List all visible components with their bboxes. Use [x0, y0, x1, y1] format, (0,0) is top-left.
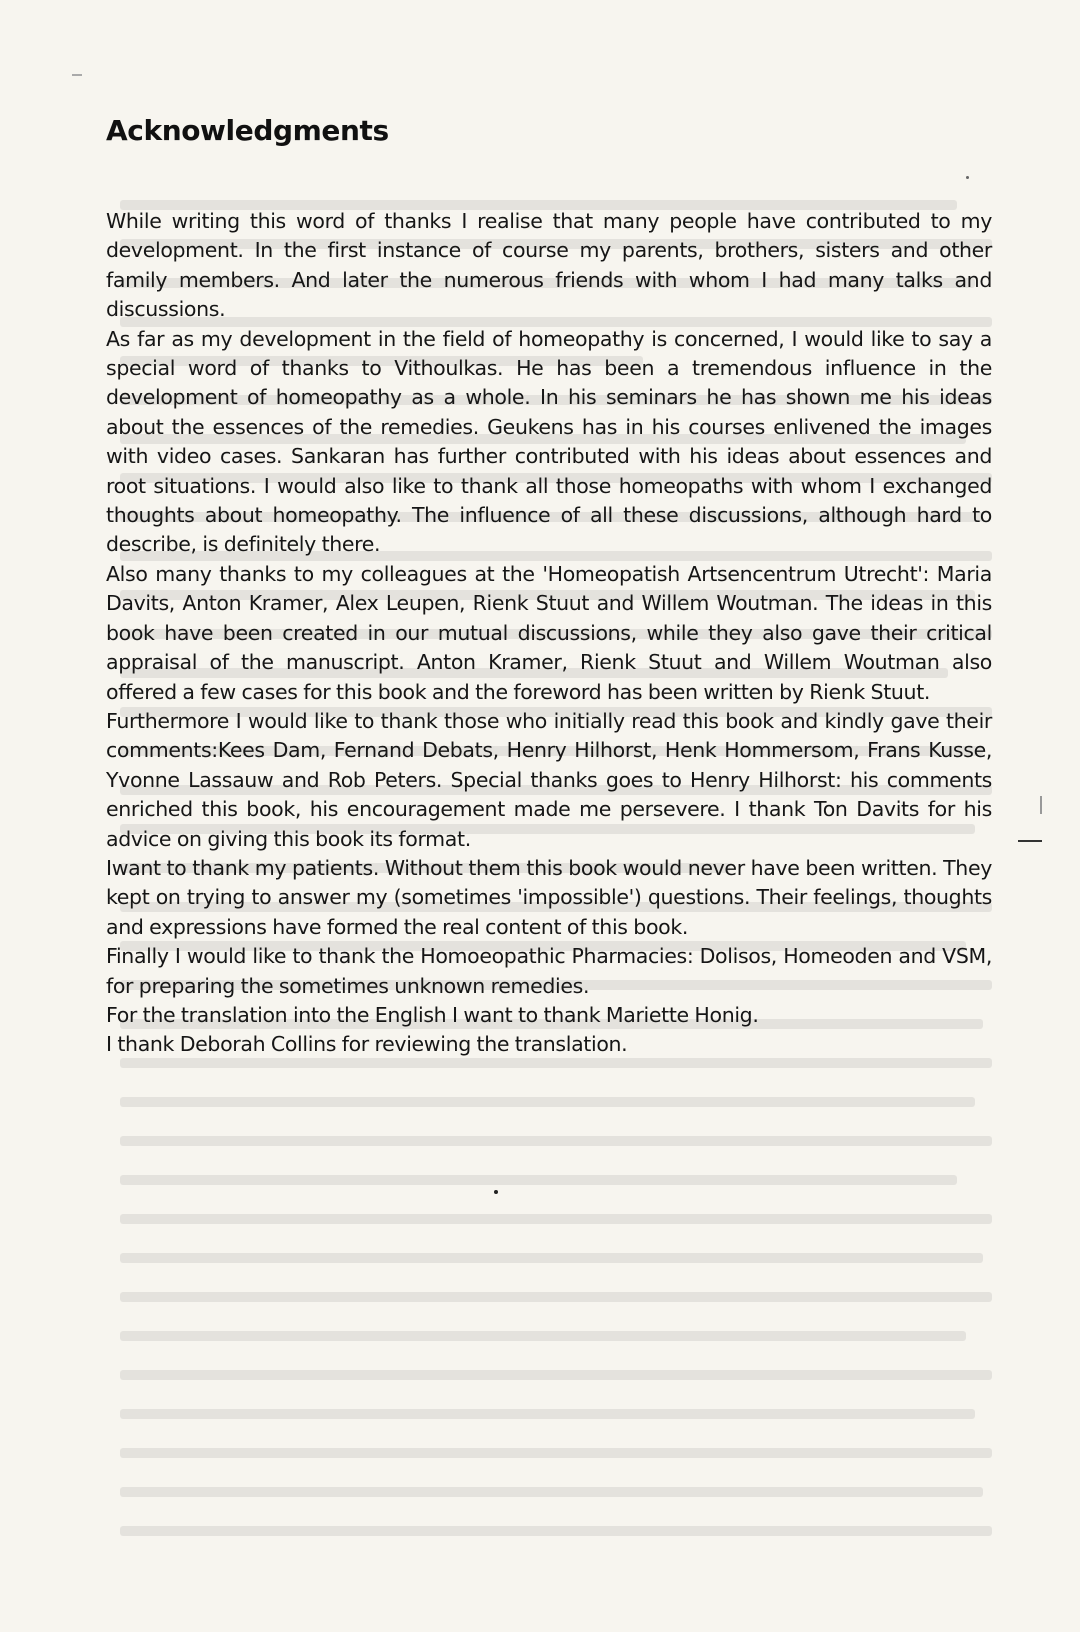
show-through-bar: [120, 1097, 975, 1107]
show-through-line: [120, 1331, 992, 1360]
show-through-line: [120, 1214, 992, 1243]
show-through-line: [120, 1136, 992, 1165]
show-through-line: [120, 1409, 992, 1438]
paper-speck: [72, 74, 82, 76]
paragraph: For the translation into the English I want to thank Mariette Honig.: [106, 1002, 759, 1027]
show-through-line: [120, 1058, 992, 1087]
show-through-line: [120, 1487, 992, 1516]
paragraph: While writing this word of thanks I realise that many people have contributed to my development. In the first instance of course my parents, brothers, sisters and other family members. And later the numerous friends with whom I had many talks and discussions.: [106, 209, 992, 322]
show-through-bar: [120, 1448, 992, 1458]
show-through-bar: [120, 1136, 992, 1146]
paragraph: Iwant to thank my patients. Without them this book would never have been written. They kept on trying to answer my (sometimes 'impossible') questions. Their feelings, thoughts and expressions have formed the real content of this book.: [106, 855, 992, 939]
show-through-bar: [120, 1409, 975, 1419]
show-through-bar: [120, 1331, 966, 1341]
show-through-bar: [120, 1292, 992, 1302]
show-through-line: [120, 1097, 992, 1126]
paragraph: Furthermore I would like to thank those who initially read this book and kindly gave their comments:Kees Dam, Fernand Debats, Henry Hilhorst, Henk Hommersom, Frans Kusse, Yvonne Lassauw and Rob Peters. Special thanks goes to Henry Hilhorst: his comments enriched this book, his encouragement made me persevere. I thank Ton Davits for his advice on giving this book its format.: [106, 708, 992, 851]
acknowledgments-section: [106, 114, 992, 1060]
margin-mark: [1040, 796, 1042, 814]
show-through-bar: [120, 1214, 992, 1224]
show-through-line: [120, 1292, 992, 1321]
paragraph: Finally I would like to thank the Homoeopathic Pharmacies: Dolisos, Homeoden and VSM, for preparing the sometimes unknown remedies.: [106, 944, 992, 998]
paragraph: Also many thanks to my colleagues at the 'Homeopatish Artsencentrum Utrecht': Maria Davits, Anton Kramer, Alex Leupen, Rienk Stuut and Willem Woutman. The ideas in this book have been created in our mutual discussions, while they also gave their critical appraisal of the manuscript. Anton Kramer, Rienk Stuut and Willem Woutman also offered a few cases for this book and the foreword has been written by Rienk Stuut.: [106, 561, 992, 704]
show-through-line: [120, 1253, 992, 1282]
margin-mark: [1018, 840, 1042, 842]
show-through-line: [120, 1448, 992, 1477]
page-title: Acknowledgments: [106, 114, 389, 147]
show-through-bar: [120, 1253, 983, 1263]
show-through-bar: [120, 1487, 983, 1497]
show-through-line: [120, 1175, 992, 1204]
show-through-bar: [120, 1175, 957, 1185]
show-through-bar: [120, 1526, 992, 1536]
show-through-bar: [120, 1370, 992, 1380]
paragraph: I thank Deborah Collins for reviewing the translation.: [106, 1032, 628, 1057]
paragraph: As far as my development in the field of homeopathy is concerned, I would like to say a special word of thanks to Vithoulkas. He has been a tremendous influence in the development of homeopathy as a whole. In his seminars he has shown me his ideas about the essences of the remedies. Geukens has in his courses enlivened the images with video cases. Sankaran has further contributed with his ideas about essences and root situations. I would also like to thank all those homeopaths with whom I exchanged thoughts about homeopathy. The influence of all these discussions, although hard to describe, is definitely there.: [106, 326, 992, 557]
paper-speck: [494, 1190, 498, 1194]
show-through-line: [120, 1370, 992, 1399]
show-through-line: [120, 1526, 992, 1555]
